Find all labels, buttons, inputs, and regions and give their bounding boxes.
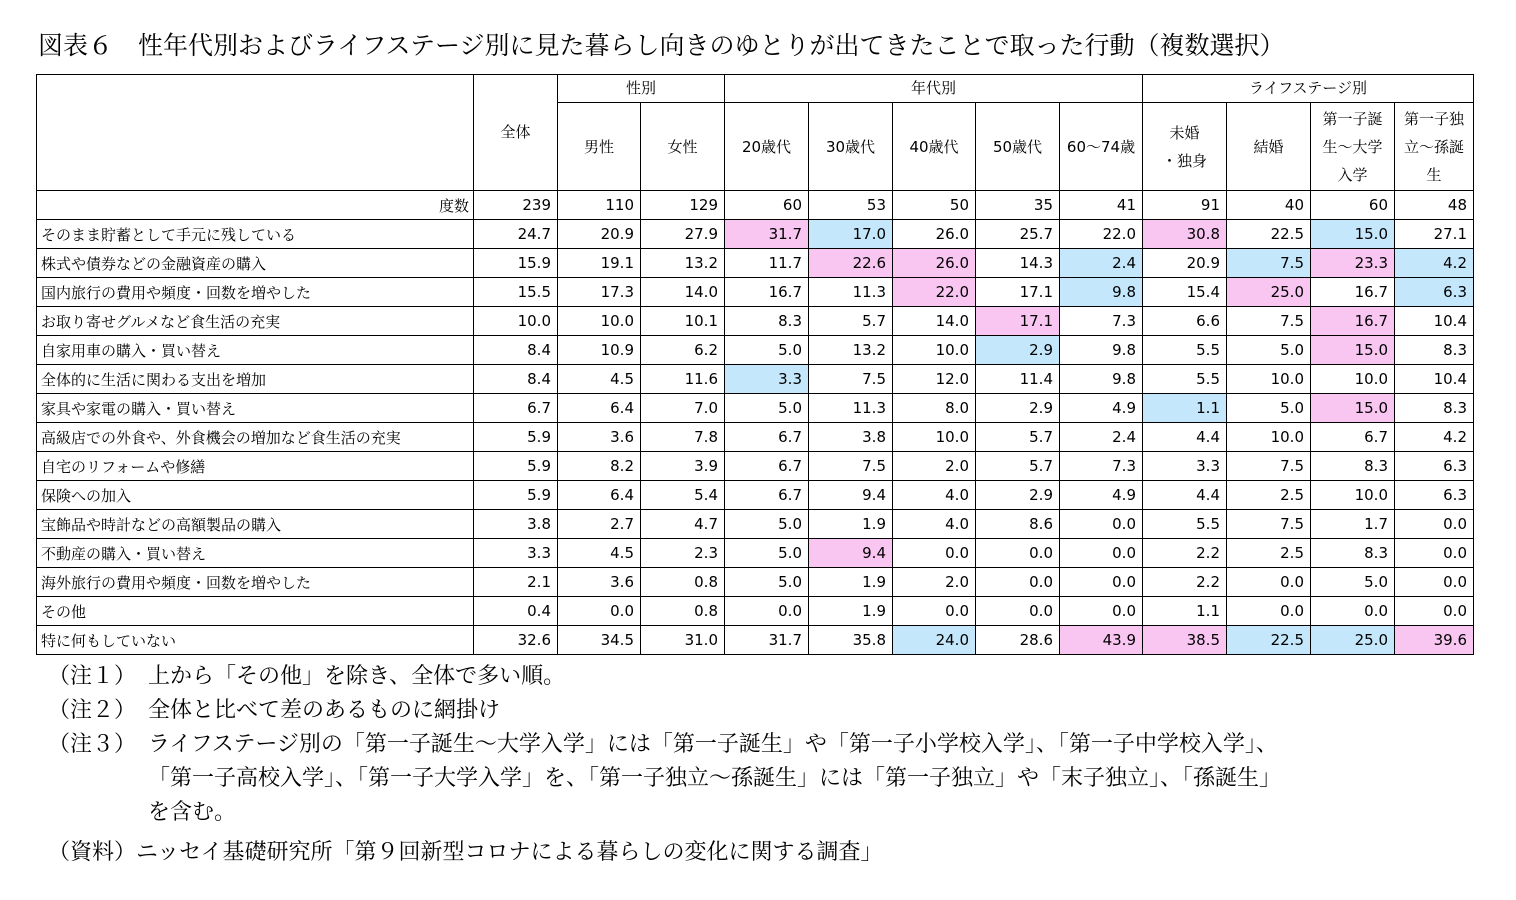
value-cell: 8.0 [893, 394, 976, 423]
value-cell: 5.5 [1143, 336, 1227, 365]
value-cell: 8.6 [976, 510, 1060, 539]
value-cell: 22.5 [1227, 220, 1311, 249]
value-cell: 4.5 [558, 539, 641, 568]
value-cell: 5.4 [641, 481, 725, 510]
table-row [37, 365, 1474, 394]
value-cell: 0.0 [1395, 510, 1474, 539]
row-label: お取り寄せグルメなど食生活の充実 [37, 307, 474, 336]
value-cell: 25.7 [976, 220, 1060, 249]
value-cell: 25.0 [1311, 626, 1395, 655]
value-cell: 4.7 [641, 510, 725, 539]
dosu-cell: 60 [725, 191, 809, 220]
row-label: 全体的に生活に関わる支出を増加 [37, 365, 474, 394]
value-cell: 6.7 [1311, 423, 1395, 452]
note-tag [48, 796, 148, 830]
header-group-sex: 性別 [558, 75, 725, 103]
value-cell: 5.5 [1143, 365, 1227, 394]
value-cell: 0.0 [893, 539, 976, 568]
value-cell: 3.8 [474, 510, 558, 539]
value-cell: 30.8 [1143, 220, 1227, 249]
results-table [36, 74, 1474, 655]
value-cell: 15.0 [1311, 394, 1395, 423]
note-text: を含む。 [148, 800, 237, 825]
value-cell: 2.3 [641, 539, 725, 568]
value-cell: 0.0 [1060, 597, 1143, 626]
table-row [37, 626, 1474, 655]
table-row [37, 307, 1474, 336]
value-cell: 10.0 [893, 423, 976, 452]
value-cell: 2.9 [976, 336, 1060, 365]
value-cell: 6.2 [641, 336, 725, 365]
value-cell: 0.0 [1060, 539, 1143, 568]
value-cell: 7.8 [641, 423, 725, 452]
value-cell: 31.0 [641, 626, 725, 655]
value-cell: 22.6 [809, 249, 893, 278]
value-cell: 6.4 [558, 481, 641, 510]
column-header: 30歳代 [809, 103, 893, 191]
value-cell: 0.0 [725, 597, 809, 626]
dosu-cell: 50 [893, 191, 976, 220]
value-cell: 10.4 [1395, 365, 1474, 394]
note-text: 全体と比べて差のあるものに網掛け [148, 698, 501, 723]
value-cell: 31.7 [725, 220, 809, 249]
dosu-cell: 35 [976, 191, 1060, 220]
value-cell: 3.3 [474, 539, 558, 568]
value-cell: 8.3 [1311, 539, 1395, 568]
dosu-cell: 91 [1143, 191, 1227, 220]
dosu-cell: 60 [1311, 191, 1395, 220]
value-cell: 0.0 [1395, 597, 1474, 626]
value-cell: 22.0 [1060, 220, 1143, 249]
value-cell: 27.9 [641, 220, 725, 249]
column-header: 男性 [558, 103, 641, 191]
value-cell: 4.4 [1143, 481, 1227, 510]
dosu-cell: 239 [474, 191, 558, 220]
value-cell: 2.0 [893, 568, 976, 597]
source-note: （資料）ニッセイ基礎研究所「第９回新型コロナによる暮らしの変化に関する調査」 [48, 840, 883, 865]
note-line [48, 660, 1281, 694]
note-line [48, 796, 1281, 830]
value-cell: 7.3 [1060, 307, 1143, 336]
value-cell: 20.9 [558, 220, 641, 249]
value-cell: 0.0 [976, 568, 1060, 597]
row-label: そのまま貯蓄として手元に残している [37, 220, 474, 249]
table-row [37, 336, 1474, 365]
value-cell: 14.3 [976, 249, 1060, 278]
value-cell: 0.0 [1395, 539, 1474, 568]
value-cell: 5.0 [1227, 336, 1311, 365]
note-tag [48, 762, 148, 796]
value-cell: 13.2 [809, 336, 893, 365]
value-cell: 0.0 [976, 539, 1060, 568]
value-cell: 6.7 [474, 394, 558, 423]
value-cell: 0.0 [558, 597, 641, 626]
value-cell: 15.9 [474, 249, 558, 278]
value-cell: 34.5 [558, 626, 641, 655]
table-row [37, 394, 1474, 423]
note-tag: （注１） [48, 664, 137, 689]
value-cell: 10.0 [558, 307, 641, 336]
value-cell: 11.6 [641, 365, 725, 394]
header-group-age: 年代別 [725, 75, 1143, 103]
value-cell: 4.9 [1060, 481, 1143, 510]
column-header: 第一子誕 生～大学 入学 [1311, 103, 1395, 191]
value-cell: 6.7 [725, 452, 809, 481]
value-cell: 17.3 [558, 278, 641, 307]
table-row [37, 510, 1474, 539]
value-cell: 14.0 [893, 307, 976, 336]
value-cell: 10.0 [1311, 481, 1395, 510]
value-cell: 26.0 [893, 220, 976, 249]
value-cell: 5.9 [474, 423, 558, 452]
value-cell: 2.2 [1143, 568, 1227, 597]
header-corner [37, 75, 474, 191]
value-cell: 5.0 [1311, 568, 1395, 597]
table-row [37, 423, 1474, 452]
value-cell: 2.4 [1060, 249, 1143, 278]
value-cell: 5.7 [976, 423, 1060, 452]
table-row [37, 539, 1474, 568]
value-cell: 4.0 [893, 481, 976, 510]
value-cell: 5.0 [1227, 394, 1311, 423]
value-cell: 2.2 [1143, 539, 1227, 568]
value-cell: 8.3 [1311, 452, 1395, 481]
value-cell: 16.7 [725, 278, 809, 307]
value-cell: 0.0 [1060, 568, 1143, 597]
value-cell: 2.9 [976, 394, 1060, 423]
value-cell: 2.0 [893, 452, 976, 481]
value-cell: 5.0 [725, 568, 809, 597]
value-cell: 11.3 [809, 278, 893, 307]
value-cell: 43.9 [1060, 626, 1143, 655]
value-cell: 6.7 [725, 423, 809, 452]
note-text: ライフステージ別の「第一子誕生～大学入学」には「第一子誕生」や「第一子小学校入学」、「第一子中学校入学」、 [148, 732, 1278, 757]
value-cell: 10.0 [474, 307, 558, 336]
value-cell: 28.6 [976, 626, 1060, 655]
value-cell: 17.1 [976, 278, 1060, 307]
row-label: 自家用車の購入・買い替え [37, 336, 474, 365]
value-cell: 5.0 [725, 510, 809, 539]
value-cell: 0.0 [1311, 597, 1395, 626]
value-cell: 11.3 [809, 394, 893, 423]
value-cell: 0.8 [641, 568, 725, 597]
value-cell: 3.6 [558, 568, 641, 597]
value-cell: 4.0 [893, 510, 976, 539]
value-cell: 19.1 [558, 249, 641, 278]
row-label: 保険への加入 [37, 481, 474, 510]
value-cell: 4.2 [1395, 423, 1474, 452]
value-cell: 27.1 [1395, 220, 1474, 249]
value-cell: 2.5 [1227, 481, 1311, 510]
row-label: 海外旅行の費用や頻度・回数を増やした [37, 568, 474, 597]
value-cell: 8.4 [474, 336, 558, 365]
value-cell: 9.8 [1060, 278, 1143, 307]
value-cell: 25.0 [1227, 278, 1311, 307]
note-tag: （注２） [48, 698, 137, 723]
note-tag: （注３） [48, 732, 137, 757]
value-cell: 10.0 [1227, 365, 1311, 394]
dosu-cell: 41 [1060, 191, 1143, 220]
value-cell: 1.1 [1143, 394, 1227, 423]
dosu-cell: 48 [1395, 191, 1474, 220]
value-cell: 10.4 [1395, 307, 1474, 336]
value-cell: 7.5 [809, 452, 893, 481]
value-cell: 6.7 [725, 481, 809, 510]
value-cell: 2.4 [1060, 423, 1143, 452]
value-cell: 0.8 [641, 597, 725, 626]
value-cell: 7.5 [809, 365, 893, 394]
column-header: 未婚 ・独身 [1143, 103, 1227, 191]
value-cell: 10.1 [641, 307, 725, 336]
value-cell: 15.0 [1311, 220, 1395, 249]
row-label: その他 [37, 597, 474, 626]
value-cell: 7.3 [1060, 452, 1143, 481]
value-cell: 9.4 [809, 539, 893, 568]
value-cell: 0.0 [893, 597, 976, 626]
row-label: 自宅のリフォームや修繕 [37, 452, 474, 481]
value-cell: 7.5 [1227, 452, 1311, 481]
value-cell: 22.0 [893, 278, 976, 307]
row-label: 株式や債券などの金融資産の購入 [37, 249, 474, 278]
value-cell: 5.9 [474, 452, 558, 481]
value-cell: 8.2 [558, 452, 641, 481]
value-cell: 0.0 [1060, 510, 1143, 539]
value-cell: 5.5 [1143, 510, 1227, 539]
value-cell: 1.9 [809, 597, 893, 626]
value-cell: 3.6 [558, 423, 641, 452]
value-cell: 7.5 [1227, 510, 1311, 539]
value-cell: 3.3 [1143, 452, 1227, 481]
value-cell: 9.8 [1060, 336, 1143, 365]
value-cell: 16.7 [1311, 278, 1395, 307]
column-header: 40歳代 [893, 103, 976, 191]
value-cell: 15.0 [1311, 336, 1395, 365]
value-cell: 5.0 [725, 539, 809, 568]
row-label: 特に何もしていない [37, 626, 474, 655]
value-cell: 0.0 [1227, 568, 1311, 597]
value-cell: 2.1 [474, 568, 558, 597]
value-cell: 9.4 [809, 481, 893, 510]
value-cell: 0.0 [976, 597, 1060, 626]
value-cell: 2.9 [976, 481, 1060, 510]
value-cell: 4.2 [1395, 249, 1474, 278]
value-cell: 10.9 [558, 336, 641, 365]
value-cell: 1.1 [1143, 597, 1227, 626]
header-zentai: 全体 [474, 75, 558, 191]
value-cell: 8.4 [474, 365, 558, 394]
value-cell: 0.4 [474, 597, 558, 626]
value-cell: 1.9 [809, 510, 893, 539]
value-cell: 7.0 [641, 394, 725, 423]
value-cell: 24.7 [474, 220, 558, 249]
value-cell: 11.7 [725, 249, 809, 278]
notes [48, 660, 1281, 830]
dosu-label: 度数 [37, 191, 474, 220]
value-cell: 5.7 [976, 452, 1060, 481]
row-label: 宝飾品や時計などの高額製品の購入 [37, 510, 474, 539]
dosu-cell: 129 [641, 191, 725, 220]
value-cell: 5.9 [474, 481, 558, 510]
dosu-cell: 40 [1227, 191, 1311, 220]
value-cell: 1.9 [809, 568, 893, 597]
value-cell: 4.9 [1060, 394, 1143, 423]
note-text: 「第一子高校入学」、「第一子大学入学」を、「第一子独立～孫誕生」には「第一子独立」や「末子独立」、「孫誕生」 [148, 766, 1282, 791]
value-cell: 32.6 [474, 626, 558, 655]
table-row [37, 249, 1474, 278]
value-cell: 15.4 [1143, 278, 1227, 307]
value-cell: 15.5 [474, 278, 558, 307]
value-cell: 17.1 [976, 307, 1060, 336]
value-cell: 6.3 [1395, 452, 1474, 481]
value-cell: 14.0 [641, 278, 725, 307]
value-cell: 4.4 [1143, 423, 1227, 452]
value-cell: 10.0 [893, 336, 976, 365]
value-cell: 6.3 [1395, 481, 1474, 510]
value-cell: 7.5 [1227, 307, 1311, 336]
table-row [37, 278, 1474, 307]
value-cell: 6.3 [1395, 278, 1474, 307]
value-cell: 2.7 [558, 510, 641, 539]
value-cell: 9.8 [1060, 365, 1143, 394]
value-cell: 35.8 [809, 626, 893, 655]
row-label: 家具や家電の購入・買い替え [37, 394, 474, 423]
value-cell: 3.9 [641, 452, 725, 481]
note-line [48, 762, 1281, 796]
table-row [37, 481, 1474, 510]
value-cell: 3.8 [809, 423, 893, 452]
table-row [37, 220, 1474, 249]
column-header: 結婚 [1227, 103, 1311, 191]
column-header: 20歳代 [725, 103, 809, 191]
note-text: 上から「その他」を除き、全体で多い順。 [148, 664, 566, 689]
row-label: 高級店での外食や、外食機会の増加など食生活の充実 [37, 423, 474, 452]
value-cell: 4.5 [558, 365, 641, 394]
table-row [37, 452, 1474, 481]
value-cell: 6.6 [1143, 307, 1227, 336]
value-cell: 2.5 [1227, 539, 1311, 568]
value-cell: 16.7 [1311, 307, 1395, 336]
value-cell: 0.0 [1395, 568, 1474, 597]
value-cell: 26.0 [893, 249, 976, 278]
value-cell: 13.2 [641, 249, 725, 278]
value-cell: 39.6 [1395, 626, 1474, 655]
table-row [37, 568, 1474, 597]
value-cell: 20.9 [1143, 249, 1227, 278]
value-cell: 17.0 [809, 220, 893, 249]
value-cell: 1.7 [1311, 510, 1395, 539]
value-cell: 5.7 [809, 307, 893, 336]
value-cell: 12.0 [893, 365, 976, 394]
value-cell: 23.3 [1311, 249, 1395, 278]
dosu-cell: 53 [809, 191, 893, 220]
value-cell: 22.5 [1227, 626, 1311, 655]
note-line [48, 728, 1281, 762]
value-cell: 6.4 [558, 394, 641, 423]
value-cell: 31.7 [725, 626, 809, 655]
column-header: 50歳代 [976, 103, 1060, 191]
value-cell: 38.5 [1143, 626, 1227, 655]
value-cell: 0.0 [1227, 597, 1311, 626]
column-header: 60～74歳 [1060, 103, 1143, 191]
header-group-life: ライフステージ別 [1143, 75, 1474, 103]
value-cell: 11.4 [976, 365, 1060, 394]
value-cell: 5.0 [725, 394, 809, 423]
row-label: 不動産の購入・買い替え [37, 539, 474, 568]
note-line [48, 694, 1281, 728]
value-cell: 3.3 [725, 365, 809, 394]
figure-title: 図表６ 性年代別およびライフステージ別に見た暮らし向きのゆとりが出てきたことで取った行動（複数選択） [38, 31, 1285, 60]
table-row [37, 597, 1474, 626]
value-cell: 10.0 [1227, 423, 1311, 452]
dosu-cell: 110 [558, 191, 641, 220]
value-cell: 8.3 [725, 307, 809, 336]
value-cell: 8.3 [1395, 336, 1474, 365]
value-cell: 10.0 [1311, 365, 1395, 394]
value-cell: 8.3 [1395, 394, 1474, 423]
row-label: 国内旅行の費用や頻度・回数を増やした [37, 278, 474, 307]
value-cell: 7.5 [1227, 249, 1311, 278]
value-cell: 24.0 [893, 626, 976, 655]
value-cell: 5.0 [725, 336, 809, 365]
column-header: 第一子独 立～孫誕 生 [1395, 103, 1474, 191]
column-header: 女性 [641, 103, 725, 191]
